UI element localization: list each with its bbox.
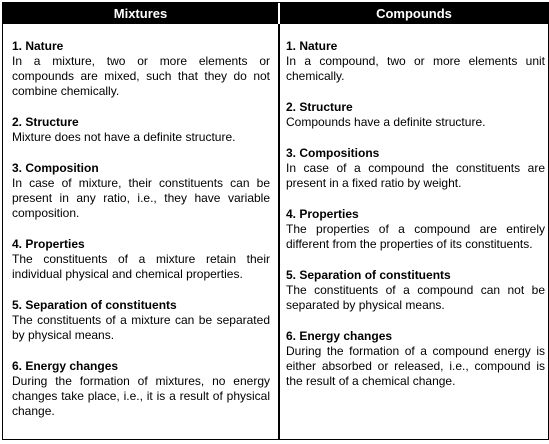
- item-title: 2. Structure: [286, 100, 353, 114]
- item-text: The constituents of a compound can not be separated by physical means.: [286, 283, 545, 312]
- item-text: During the formation of mixtures, no energy changes take place, i.e., it is a result of physical change.: [12, 374, 270, 418]
- item-title: 6. Energy changes: [12, 359, 119, 373]
- item-title: 1. Nature: [286, 39, 338, 53]
- mixtures-item-separation: [12, 298, 270, 343]
- item-title: 2. Structure: [12, 115, 79, 129]
- item-title: 5. Separation of constituents: [12, 298, 177, 312]
- compounds-item-compositions: [286, 146, 545, 191]
- compounds-item-nature: [286, 39, 545, 84]
- comparison-table: [2, 2, 549, 440]
- compounds-column: [286, 39, 545, 389]
- mixtures-item-structure: [12, 115, 270, 145]
- item-title: 6. Energy changes: [286, 329, 393, 343]
- mixtures-column: [12, 39, 270, 419]
- compounds-header: Compounds: [376, 6, 452, 21]
- mixtures-item-energy: [12, 359, 270, 419]
- item-text: During the formation of a compound energy is either absorbed or released, i.e., compound is the result of a chemical change.: [286, 344, 545, 388]
- mixtures-item-composition: [12, 161, 270, 221]
- item-text: The properties of a compound are entirely different from the properties of its constituents.: [286, 222, 545, 251]
- item-title: 1. Nature: [12, 39, 64, 53]
- table-header: [3, 3, 548, 24]
- mixtures-item-properties: [12, 237, 270, 282]
- item-text: In case of mixture, their constituents can be present in any ratio, i.e., they have variable composition.: [12, 176, 270, 220]
- compounds-item-structure: [286, 100, 545, 130]
- item-text: Mixture does not have a definite structure.: [12, 130, 236, 144]
- compounds-item-energy: [286, 329, 545, 389]
- item-title: 3. Composition: [12, 161, 99, 175]
- item-text: The constituents of a mixture retain their individual physical and chemical properties.: [12, 252, 270, 281]
- item-text: The constituents of a mixture can be separated by physical means.: [12, 313, 270, 342]
- compounds-item-separation: [286, 268, 545, 313]
- mixtures-item-nature: [12, 39, 270, 99]
- item-title: 5. Separation of constituents: [286, 268, 451, 282]
- item-text: In a mixture, two or more elements or compounds are mixed, such that they do not combine chemically.: [12, 54, 270, 98]
- mixtures-header: Mixtures: [113, 6, 168, 21]
- item-title: 4. Properties: [286, 207, 359, 221]
- column-divider: [278, 24, 280, 439]
- item-text: In a compound, two or more elements unit chemically.: [286, 54, 545, 83]
- item-text: In case of a compound the constituents are present in a fixed ratio by weight.: [286, 161, 545, 190]
- compounds-item-properties: [286, 207, 545, 252]
- item-text: Compounds have a definite structure.: [286, 115, 486, 129]
- item-title: 4. Properties: [12, 237, 85, 251]
- item-title: 3. Compositions: [286, 146, 380, 160]
